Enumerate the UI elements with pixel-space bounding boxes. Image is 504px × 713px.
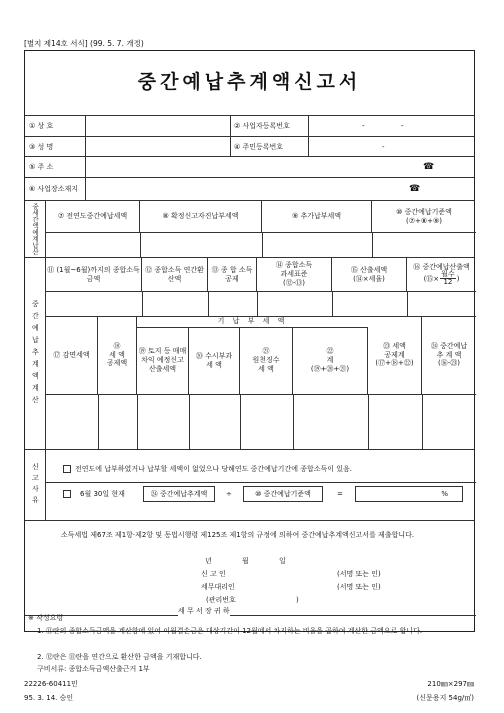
- address-label: ⑤ 주 소: [29, 163, 54, 172]
- name-field[interactable]: [85, 137, 230, 157]
- c21-header: ㉑ 원천징수 세 액: [240, 327, 293, 394]
- phone-icon: ☎: [423, 161, 435, 172]
- c20-field[interactable]: [190, 395, 239, 449]
- col9-field[interactable]: [263, 233, 371, 257]
- c13-header: ⑬ 종 합 소득공제: [208, 258, 257, 291]
- biz-reg-dash-1: -: [362, 122, 365, 131]
- form-frame: [24, 50, 475, 632]
- name-label: ③ 성 명: [29, 142, 54, 151]
- col7-header: ⑦ 전연도중간예납세액: [46, 201, 140, 232]
- reason2-prefix: 6월 30일 현재: [80, 489, 125, 498]
- row-place: [25, 178, 474, 201]
- reporter-label: 신 고 인: [201, 570, 226, 578]
- reason2-checkbox[interactable]: [63, 490, 71, 498]
- declaration-text: 소득세법 제67조 제1항·제2항 및 동법시행령 제125조 제1항의 규정에 의하여 중간예납추계액신고서를 제출합니다.: [61, 531, 415, 539]
- reason2-equals: =: [337, 489, 343, 498]
- declaration-date: 년 월 일: [205, 557, 286, 565]
- c15-header: ⑮ 산출세액 (⑭×세율): [332, 258, 407, 291]
- biz-reg-label: ② 사업자등록번호: [234, 122, 290, 131]
- c22-header: ㉒ 계 (⑲+⑳+㉑): [293, 327, 368, 394]
- col7-field[interactable]: [47, 233, 139, 257]
- basis-section: [25, 201, 474, 258]
- c24-header: ㉔ 중간예납 추 계 액 (⑯-㉓): [430, 341, 468, 368]
- paid-header: 기 납 부 세 액: [217, 317, 288, 326]
- biz-name-field[interactable]: [85, 116, 230, 137]
- place-label: ⑥ 사업장소재지: [29, 185, 79, 194]
- calc-side-label: 중간예납추계액계산: [25, 258, 46, 449]
- col8-header: ⑧ 확정신고자진납부세액: [140, 201, 262, 232]
- footer-size: 210㎜×297㎜: [427, 680, 474, 688]
- c23-field[interactable]: [369, 395, 421, 449]
- resident-field[interactable]: [308, 137, 476, 157]
- note-2: 2. ⑫란은 ⑪란을 연간으로 환산한 금액을 기재합니다.: [37, 653, 202, 661]
- c24-field[interactable]: [423, 395, 475, 449]
- c13-field[interactable]: [209, 292, 256, 315]
- footer-code: 22226-60411민: [24, 680, 78, 688]
- col9-header: ⑨ 추가납부세액: [262, 201, 372, 232]
- resident-label: ④ 주민등록번호: [234, 142, 284, 151]
- c20-header: ⑳ 수시부과 세 액: [189, 327, 240, 394]
- reason2-percent-box[interactable]: %: [355, 486, 463, 502]
- row-name: [25, 137, 474, 157]
- col10-header: ⑩ 중간예납기준액 (⑦+⑧+⑨): [396, 207, 452, 225]
- col8-field[interactable]: [141, 233, 261, 257]
- c14-field[interactable]: [258, 292, 331, 315]
- declaration-section: [25, 521, 476, 616]
- required-docs: 구비서류: 종합소득금액산출근거 1부: [37, 665, 150, 673]
- reason-side-label: 신고사유: [25, 450, 46, 520]
- management-number: (관리번호 ): [206, 596, 299, 604]
- reporter-sign: (서명 또는 인): [337, 570, 381, 578]
- title-row: [25, 51, 474, 116]
- c12-header: ⑫ 종합소득 연간환산액: [142, 258, 208, 291]
- row-business: [25, 116, 474, 137]
- c15-field[interactable]: [333, 292, 406, 315]
- tax-office-addressee: 세 무 서 장 귀 하: [178, 607, 230, 615]
- row-address: [25, 157, 474, 178]
- reason2-estimate-box[interactable]: ㉔ 중간예납추계액: [143, 486, 215, 502]
- reason-section: [25, 450, 474, 521]
- form-number: [별지 제14호 서식] (99. 5. 7. 개정): [24, 39, 144, 48]
- footer-paper: (신문용지 54g/㎡): [416, 694, 474, 702]
- c12-field[interactable]: [143, 292, 207, 315]
- c17-header: ⑰ 감면세액: [46, 316, 98, 394]
- agent-label: 세무대리인: [201, 583, 235, 591]
- c11-field[interactable]: [47, 292, 141, 315]
- biz-reg-dash-2: -: [401, 122, 404, 131]
- c14-header: ⑭ 종합소득 과세표준 (⑫-⑬): [257, 258, 332, 291]
- c18-field[interactable]: [99, 395, 136, 449]
- page-title: 중간예납추계액신고서: [137, 71, 362, 94]
- c23-header: ㉓ 세액 공제계 (⑰+⑱+㉒): [368, 316, 422, 394]
- reason2-base-box[interactable]: ⑩ 중간예납기준액: [243, 486, 323, 502]
- reason1-text: 전연도에 납부하였거나 납부할 세액이 없었으나 당해연도 중간예납기간에 종합소득이 있음.: [75, 464, 352, 473]
- c11-header: ⑪ (1월~6월)까지의 종합소득금액: [46, 258, 142, 291]
- col10-field[interactable]: [373, 233, 475, 257]
- c19-field[interactable]: [138, 395, 188, 449]
- reason1-checkbox[interactable]: [63, 465, 71, 473]
- c18-header: ⑱ 세 액 공제액: [98, 316, 137, 394]
- biz-name-label: ① 상 호: [29, 122, 54, 131]
- notes-heading: ※ 작성요령: [28, 614, 64, 622]
- reason2-divide: ÷: [226, 489, 232, 498]
- agent-sign: (서명 또는 인): [337, 583, 381, 591]
- footer-approval: 95. 3. 14. 승인: [24, 694, 74, 702]
- resident-dash: -: [382, 142, 385, 151]
- calc-section: [25, 258, 474, 450]
- basis-side-label: 중세간액예계납산: [25, 201, 46, 257]
- note-1: 1. ⑪란의 종합소득금액을 계산함에 있어 이월결손금은 대상기간이 12월에서 차지하는 비율을 곱하여 계산한 금액으로 합니다.: [37, 627, 423, 635]
- c22-field[interactable]: [294, 395, 367, 449]
- phone-icon-2: ☎: [409, 183, 421, 194]
- biz-reg-field[interactable]: [308, 116, 476, 137]
- address-field[interactable]: [85, 157, 476, 178]
- c21-field[interactable]: [241, 395, 292, 449]
- c19-header: ⑲ 토지 등 매매차익 예정신고 산출세액: [137, 327, 189, 394]
- c17-field[interactable]: [47, 395, 97, 449]
- c16-field[interactable]: [408, 292, 475, 315]
- c16-header: ⑯ 중간예납산출액 (⑮× 월수 12 ): [413, 262, 470, 287]
